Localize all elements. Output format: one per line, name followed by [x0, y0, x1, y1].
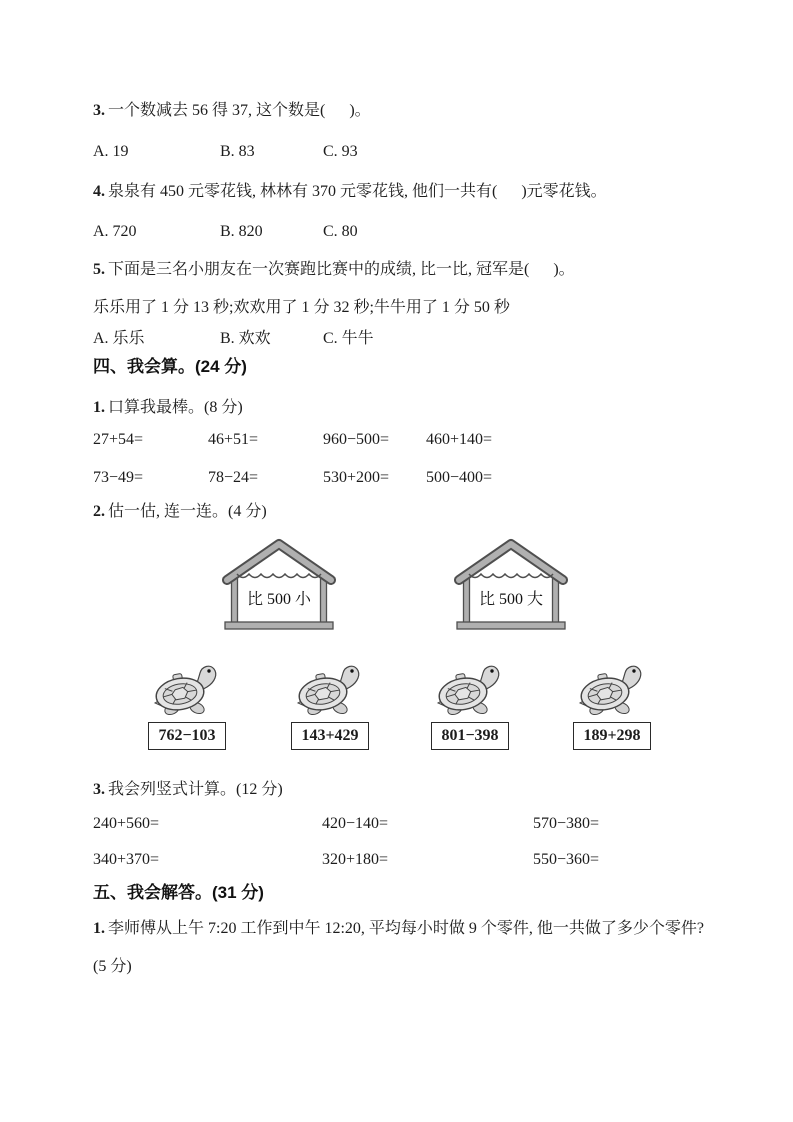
word-problem-1-number: 1. [93, 920, 105, 937]
option-b: B. 欢欢 [220, 330, 271, 347]
word-problem-1-text: 李师傅从上午 7:20 工作到中午 12:20, 平均每小时做 9 个零件, 他一共做了多少个零件?(5 分) [93, 920, 704, 975]
expression: 320+180= [322, 851, 389, 868]
expression: 500−400= [426, 469, 493, 486]
vertical-calc-title [93, 780, 713, 800]
question-5-number: 5. [93, 261, 105, 278]
vertical-calc-row-1 [93, 814, 713, 834]
option-c: C. 牛牛 [323, 330, 374, 347]
question-5-detail [93, 298, 713, 318]
question-5 [93, 260, 713, 280]
turtle-group [290, 662, 370, 750]
question-4 [93, 182, 713, 202]
option-a: A. 乐乐 [93, 330, 145, 347]
expression: 530+200= [323, 469, 390, 486]
section-5-title: 五、我会解答。(31 分) [93, 883, 264, 902]
expression: 960−500= [323, 431, 390, 448]
option-a: A. 19 [93, 143, 129, 160]
estimate-number: 2. [93, 503, 105, 520]
question-4-options [93, 222, 713, 242]
question-5-text: 下面是三名小朋友在一次赛跑比赛中的成绩, 比一比, 冠军是( )。 [108, 261, 575, 278]
house-label: 比 500 大 [478, 591, 544, 608]
option-b: B. 820 [220, 223, 263, 240]
question-3 [93, 101, 713, 121]
section-5-header [93, 883, 713, 903]
estimate-figure [0, 528, 793, 780]
expression: 240+560= [93, 815, 160, 832]
expression: 78−24= [208, 469, 259, 486]
turtle-group [430, 662, 510, 750]
vertical-calc-title-text: 我会列竖式计算。(12 分) [108, 781, 283, 798]
option-b: B. 83 [220, 143, 255, 160]
house-less-than-500 [220, 533, 338, 633]
option-a: A. 720 [93, 223, 137, 240]
oral-calc-title [93, 398, 713, 418]
expression-box: 143+429 [291, 722, 369, 750]
expression: 340+370= [93, 851, 160, 868]
expression: 460+140= [426, 431, 493, 448]
expression: 420−140= [322, 815, 389, 832]
section-4-header [93, 357, 713, 377]
turtle-icon [152, 662, 222, 718]
oral-calc-row-2 [93, 468, 713, 488]
turtle-icon [577, 662, 647, 718]
section-4-title: 四、我会算。(24 分) [93, 357, 247, 376]
option-c: C. 80 [323, 223, 358, 240]
expression: 46+51= [208, 431, 259, 448]
vertical-calc-row-2 [93, 850, 713, 870]
turtle-icon [295, 662, 365, 718]
question-5-detail-text: 乐乐用了 1 分 13 秒;欢欢用了 1 分 32 秒;牛牛用了 1 分 50 秒 [93, 299, 510, 316]
turtle-icon [435, 662, 505, 718]
oral-calc-row-1 [93, 430, 713, 450]
expression: 27+54= [93, 431, 144, 448]
expression: 73−49= [93, 469, 144, 486]
oral-calc-title-text: 口算我最棒。(8 分) [108, 399, 243, 416]
house-greater-than-500 [452, 533, 570, 633]
oral-calc-number: 1. [93, 399, 105, 416]
house-label: 比 500 小 [246, 591, 312, 608]
question-5-options [93, 329, 713, 349]
word-problem-1 [93, 910, 713, 986]
question-3-options [93, 142, 713, 162]
question-3-text: 一个数减去 56 得 37, 这个数是( )。 [108, 102, 371, 119]
vertical-calc-number: 3. [93, 781, 105, 798]
option-c: C. 93 [323, 143, 358, 160]
expression-box: 762−103 [148, 722, 226, 750]
expression: 550−360= [533, 851, 600, 868]
question-3-number: 3. [93, 102, 105, 119]
expression: 570−380= [533, 815, 600, 832]
estimate-title-text: 估一估, 连一连。(4 分) [108, 503, 267, 520]
turtle-group [572, 662, 652, 750]
estimate-title [93, 502, 713, 522]
expression-box: 189+298 [573, 722, 651, 750]
expression-box: 801−398 [431, 722, 509, 750]
turtle-group [147, 662, 227, 750]
question-4-number: 4. [93, 183, 105, 200]
question-4-text: 泉泉有 450 元零花钱, 林林有 370 元零花钱, 他们一共有( )元零花钱。 [108, 183, 607, 200]
